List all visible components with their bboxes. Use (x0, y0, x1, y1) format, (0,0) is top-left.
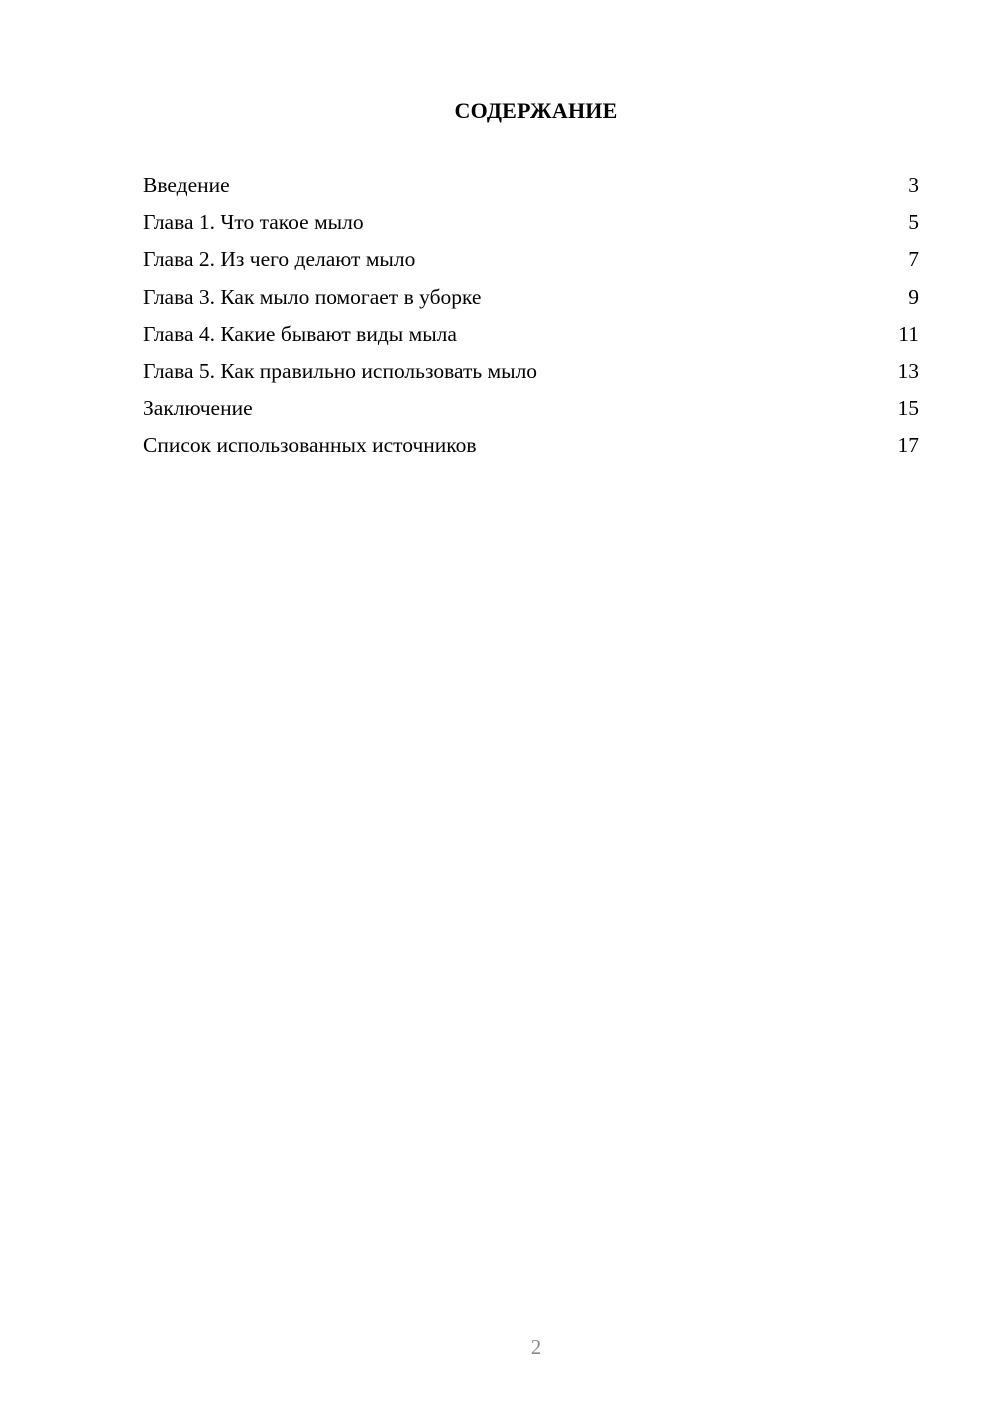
toc-entry-label: Список использованных источников (143, 433, 477, 458)
toc-entry-label: Заключение (143, 396, 253, 421)
toc-entry-label: Глава 3. Как мыло помогает в уборке (143, 284, 482, 309)
toc-entry-conclusion (143, 393, 919, 430)
toc-entry-page: 15 (897, 396, 919, 421)
toc-entry-introduction (143, 170, 919, 207)
toc-entry-page: 13 (897, 358, 919, 383)
table-of-contents (143, 170, 919, 468)
toc-entry-chapter-1 (143, 207, 919, 244)
toc-entry-page: 11 (898, 321, 919, 346)
toc-entry-label: Глава 5. Как правильно использовать мыло (143, 358, 538, 383)
toc-entry-chapter-3 (143, 282, 919, 319)
toc-entry-page: 17 (897, 433, 919, 458)
toc-entry-page: 3 (908, 173, 919, 197)
toc-entry-page: 5 (908, 210, 919, 235)
page-number: 2 (530, 1335, 542, 1359)
toc-entry-label: Глава 2. Из чего делают мыло (143, 247, 416, 272)
page-title: СОДЕРЖАНИЕ (454, 98, 618, 123)
toc-entry-page: 9 (908, 284, 919, 309)
toc-entry-label: Глава 4. Какие бывают виды мыла (143, 321, 457, 346)
toc-entry-label: Введение (143, 173, 230, 197)
toc-entry-chapter-4 (143, 319, 919, 356)
toc-entry-references (143, 430, 919, 467)
toc-entry-chapter-5 (143, 356, 919, 393)
toc-entry-page: 7 (908, 247, 919, 272)
toc-entry-label: Глава 1. Что такое мыло (143, 210, 364, 235)
toc-entry-chapter-2 (143, 244, 919, 281)
